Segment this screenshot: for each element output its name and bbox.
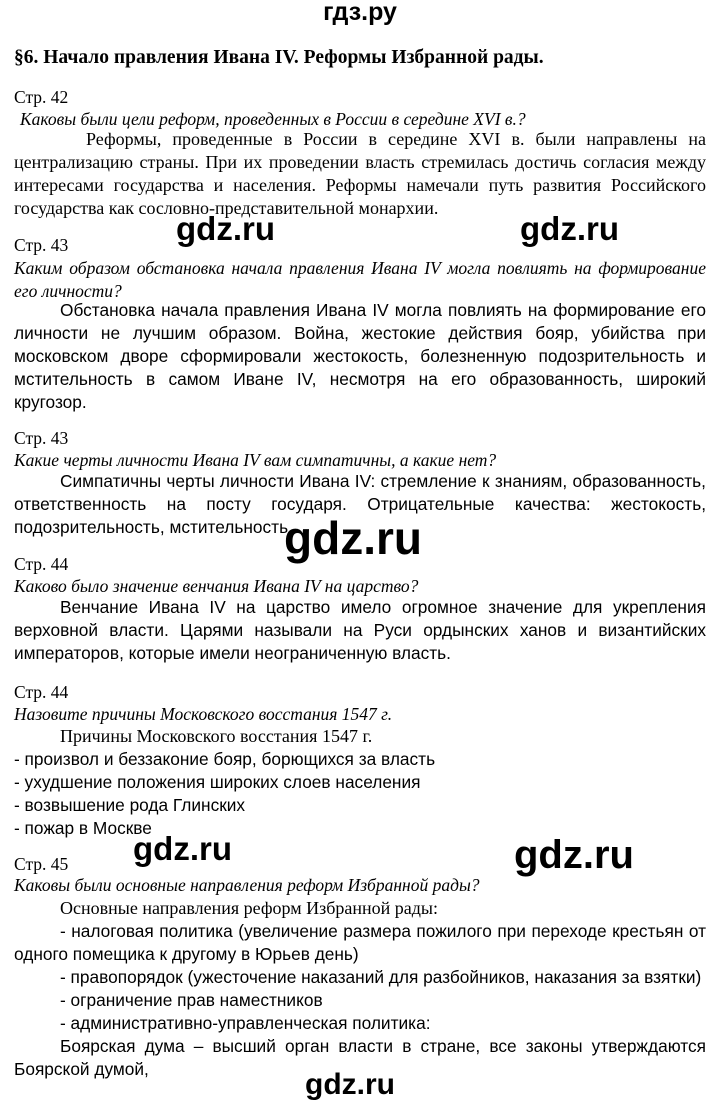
answer-intro: Причины Московского восстания 1547 г. <box>60 726 373 746</box>
question: Каково было значение венчания Ивана IV на царство? <box>14 576 419 596</box>
page-ref: Стр. 43 <box>14 428 69 448</box>
question: Назовите причины Московского восстания 1547 г. <box>14 704 393 724</box>
watermark: gdz.ru <box>133 830 232 867</box>
answer: Реформы, проведенные в России в середине XVI в. были направлены на централизацию страны. При их проведении власть стремилась достичь согласия между интересами государства и населения. Реформы намечали путь развития Российского государства как сословно-представительной монархии. <box>14 129 706 218</box>
answer: Обстановка начала правления Ивана IV могла повлиять на формирование его личности не лучшим образом. Война, жестокие действия бояр, убийства при московском дворе сформировали жестокость, болезненную подозрительность и мстительность в самом Иване IV, несмотря на его образованность, широкий кругозор. <box>14 300 706 412</box>
page-ref: Стр. 44 <box>14 554 69 574</box>
question: Каковы были цели реформ, проведенных в России в середине XVI в.? <box>20 109 526 129</box>
answer: Венчание Ивана IV на царство имело огромное значение для укрепления верховной власти. Царями называли на Руси ордынских ханов и византийских императоров, которые имели неограниченную власть. <box>14 597 706 663</box>
watermark: gdz.ru <box>176 210 275 247</box>
watermark: gdz.ru <box>305 1068 395 1101</box>
watermark: gdz.ru <box>520 210 619 247</box>
watermark: gdz.ru <box>514 833 634 877</box>
answer-intro: Основные направления реформ Избранной рады: <box>60 898 439 918</box>
page-ref: Стр. 44 <box>14 682 69 702</box>
list-item: - правопорядок (ужесточение наказаний для разбойников, наказания за взятки) <box>60 967 702 987</box>
page-title: §6. Начало правления Ивана IV. Реформы Избранной рады. <box>14 47 544 68</box>
answer-closing: Боярская дума – высший орган власти в стране, все законы утверждаются Боярской думой, <box>14 1036 706 1079</box>
page-ref: Стр. 43 <box>14 235 69 255</box>
question: Каковы были основные направления реформ Избранной рады? <box>14 875 480 895</box>
list-item: - возвышение рода Глинских <box>14 795 246 815</box>
page-ref: Стр. 45 <box>14 854 69 874</box>
list-item: - административно-управленческая политика: <box>60 1013 431 1033</box>
answer: Симпатичны черты личности Ивана IV: стремление к знаниям, образованность, ответственность на посту государя. Отрицательные качества: жестокость, подозрительность, мстительность. <box>14 471 706 537</box>
question: Какие черты личности Ивана IV вам симпатичны, а какие нет? <box>14 450 497 470</box>
list-item: - ограничение прав наместников <box>60 990 323 1010</box>
page-ref: Стр. 42 <box>14 87 69 107</box>
list-item: - ухудшение положения широких слоев населения <box>14 772 421 792</box>
watermark: gdz.ru <box>284 512 422 564</box>
list-item: - налоговая политика (увеличение размера пожилого при переходе крестьян от одного помещика к другому в Юрьев день) <box>14 921 706 964</box>
site-header: гдз.ру <box>323 0 397 26</box>
list-item: - произвол и беззаконие бояр, борющихся за власть <box>14 749 436 769</box>
question: Каким образом обстановка начала правления Ивана IV могла повлиять на формирование его личности? <box>14 258 706 301</box>
list-item: - пожар в Москве <box>14 818 152 838</box>
